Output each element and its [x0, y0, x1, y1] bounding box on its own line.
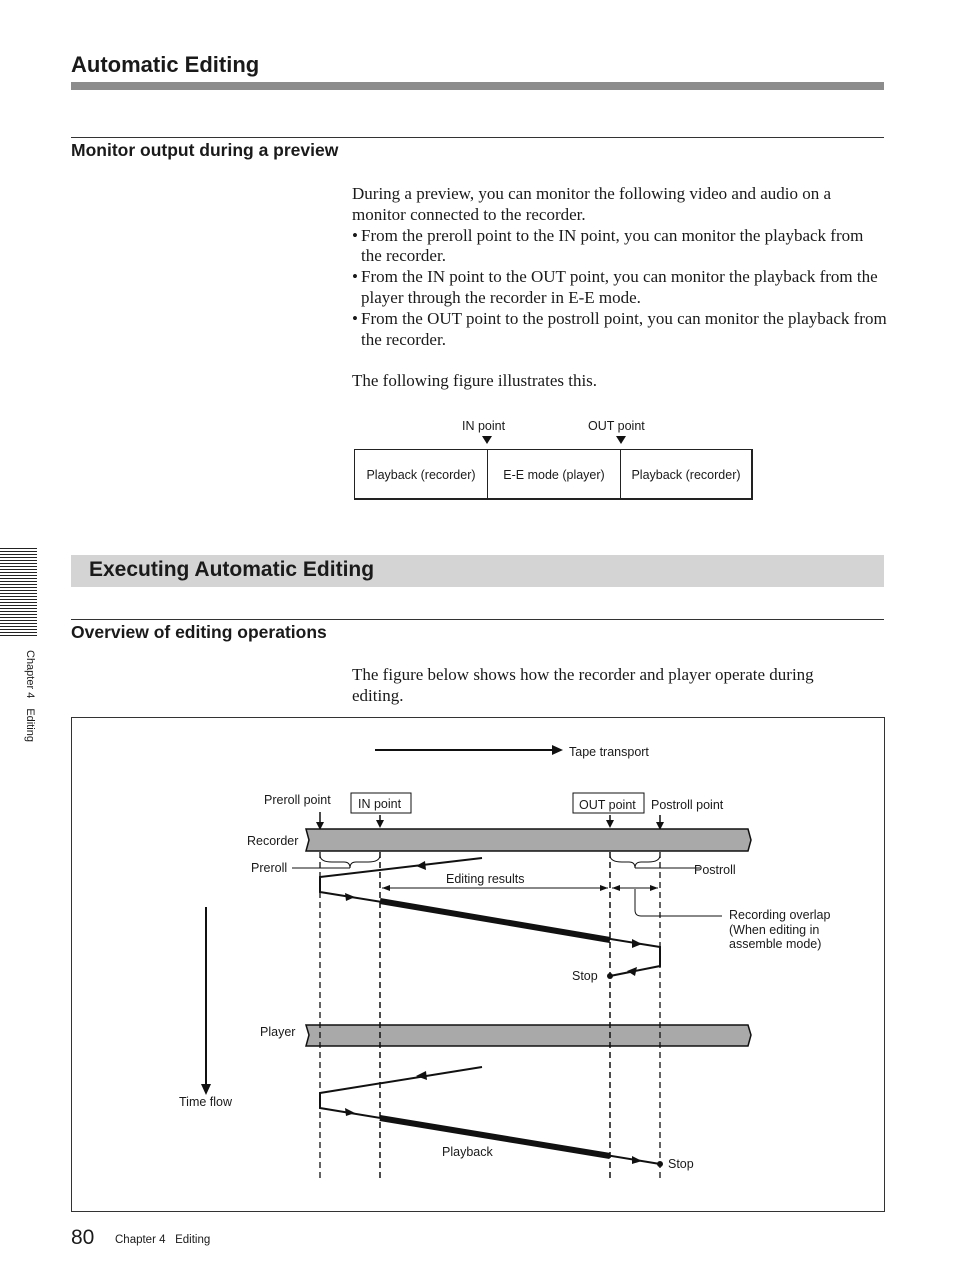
time-flow-arrowhead-icon — [201, 1084, 211, 1095]
recording-overlap-line3: assemble mode) — [729, 937, 822, 951]
overview-text: The figure below shows how the recorder and player operate during editing. — [352, 665, 814, 705]
recorder-postroll-arrow-icon — [632, 939, 642, 948]
footer — [115, 1234, 210, 1246]
side-chapter-label: Chapter 4 — [24, 650, 36, 699]
footer-section: Editing — [175, 1234, 211, 1246]
player-preroll-arrow-icon — [345, 1108, 355, 1116]
recorder-return-arrow-icon — [627, 967, 637, 976]
monitor-section-heading: Monitor output during a preview — [71, 140, 339, 160]
overview-heading: Overview of editing operations — [71, 622, 327, 642]
in-pointer-icon — [376, 820, 384, 828]
side-section-label: Editing — [24, 708, 36, 742]
recorder-stop-label: Stop — [572, 969, 598, 983]
out-point-label: OUT point — [588, 419, 645, 433]
editing-results-label: Editing results — [446, 872, 525, 886]
monitor-intro: During a preview, you can monitor the following video and audio on a monitor connected to the recorder. — [352, 184, 832, 224]
page-number: 80 — [71, 1226, 95, 1249]
player-rewind-arrow-icon — [416, 1071, 427, 1080]
player-stop-label: Stop — [668, 1157, 694, 1171]
playback-label: Playback — [442, 1145, 493, 1159]
postroll-label: Postroll — [694, 863, 736, 877]
recorder-label: Recorder — [247, 834, 299, 848]
segment-playback-recorder: Playback (recorder) — [366, 467, 476, 482]
diagram-in-point-label: IN point — [358, 797, 402, 811]
recorder-stop-dot — [607, 973, 613, 979]
preroll-brace — [320, 855, 380, 868]
preroll-point-label: Preroll point — [264, 793, 331, 807]
bullet-text: From the preroll point to the IN point, you can monitor the playback from the recorder. — [361, 225, 864, 266]
player-tape-bar — [306, 1025, 751, 1046]
postroll-point-label: Postroll point — [651, 798, 724, 812]
tape-transport-label: Tape transport — [569, 745, 649, 759]
segment-ee-mode: E-E mode (player) — [487, 449, 621, 500]
recording-overlap-line1: Recording overlap — [729, 908, 831, 922]
tape-transport-arrowhead-icon — [552, 745, 563, 755]
bullet-text: From the IN point to the OUT point, you can monitor the playback from the player through the recorder in E-E mode. — [361, 267, 878, 307]
recording-overlap-leader — [635, 889, 722, 916]
recorder-preroll-arrow-icon — [345, 893, 355, 901]
executing-section-heading: Executing Automatic Editing — [89, 558, 375, 581]
time-flow-label: Time flow — [179, 1095, 233, 1109]
player-playback-segment — [380, 1118, 610, 1156]
diagram-out-point-label: OUT point — [579, 798, 636, 812]
bullet-text: From the OUT point to the postroll point, you can monitor the playback from the recorder. — [361, 308, 887, 349]
in-point-label: IN point — [462, 419, 506, 433]
player-stop-dot — [657, 1161, 663, 1167]
postroll-brace — [610, 855, 660, 868]
player-label: Player — [260, 1025, 296, 1039]
recorder-rewind-arrow-icon — [416, 861, 426, 870]
recording-overlap-line2: (When editing in — [729, 923, 820, 937]
preroll-label: Preroll — [251, 861, 288, 875]
bullet-dot: • — [352, 225, 358, 245]
page-title: Automatic Editing — [71, 52, 260, 77]
figure-intro: The following figure illustrates this. — [352, 371, 598, 391]
footer-chapter: Chapter 4 — [115, 1234, 166, 1246]
out-pointer-icon — [606, 820, 614, 828]
bullet-dot: • — [352, 267, 358, 287]
recorder-tape-bar — [306, 829, 751, 851]
recorder-edit-segment — [380, 901, 610, 940]
bullet-dot: • — [352, 308, 358, 328]
segment-playback-recorder: Playback (recorder) — [631, 467, 741, 482]
